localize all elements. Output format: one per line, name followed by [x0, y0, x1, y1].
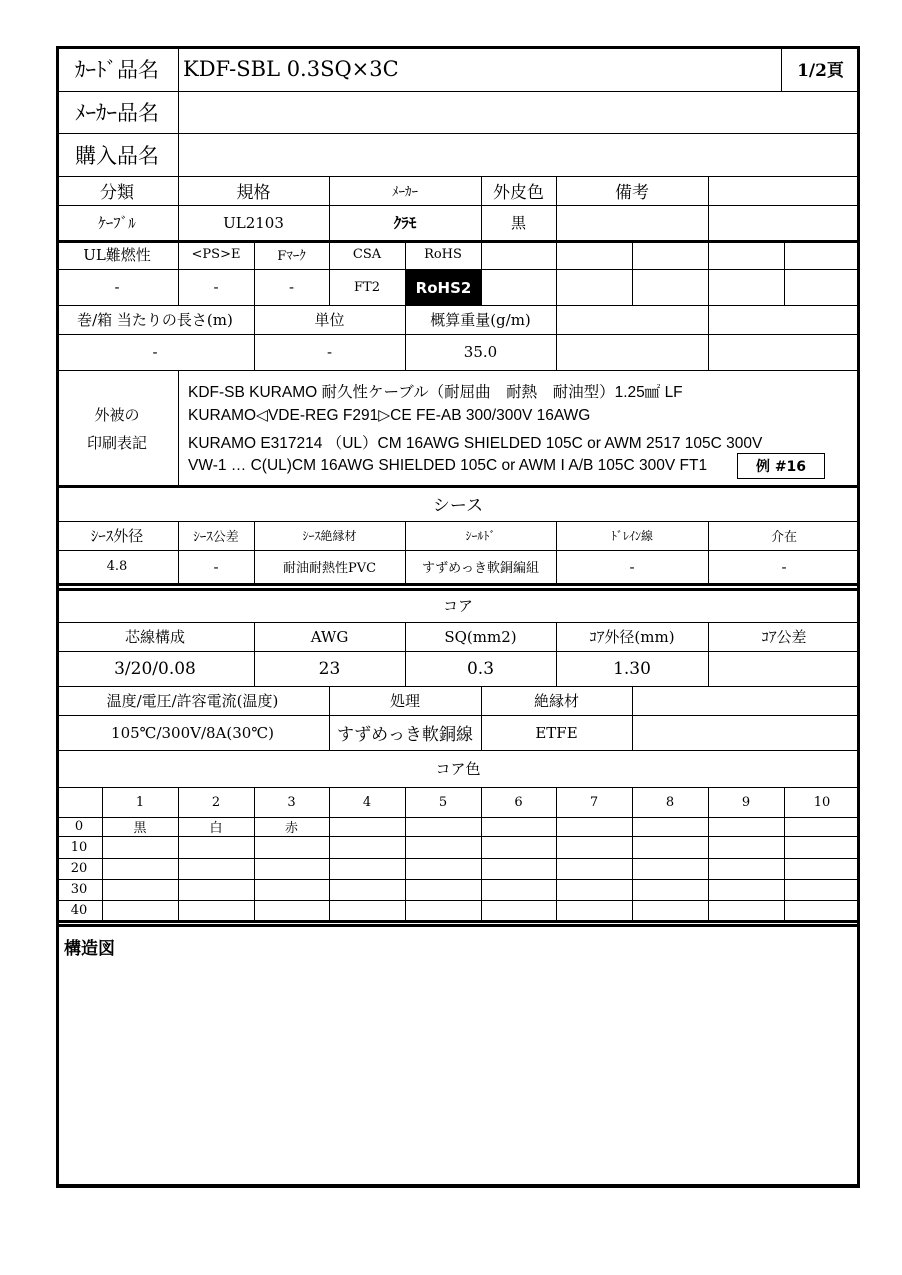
sheath-header-filler: 介在	[770, 530, 797, 545]
core-value-od: 1.30	[613, 658, 651, 679]
cert-header-rohs: RoHS	[424, 247, 462, 262]
spec-value-remarks	[556, 205, 708, 240]
rule	[56, 924, 860, 927]
cert-value-pse: -	[213, 278, 219, 296]
rule	[784, 240, 785, 305]
cert-value-fmark: -	[288, 278, 295, 296]
reel-header-weight: 概算重量(g/m)	[430, 311, 531, 329]
color-col-header: 7	[589, 794, 599, 810]
cert-header-pse: <PS>E	[191, 247, 241, 262]
rule	[56, 836, 860, 837]
maker-name-label: ﾒｰｶｰ品名	[75, 101, 159, 125]
sheath-value-od: 4.8	[106, 559, 128, 574]
card-name-value: KDF-SBL 0.3SQ×3C	[183, 56, 399, 81]
spec-header-color: 外皮色	[493, 183, 544, 203]
core-value-strand: 3/20/0.08	[114, 658, 196, 679]
rohs-badge: RoHS2	[406, 270, 481, 305]
core-title: コア	[442, 596, 473, 615]
color-col-header: 4	[362, 794, 372, 810]
rule	[708, 240, 709, 305]
rule	[56, 583, 860, 586]
cert-value-ul: -	[114, 278, 120, 296]
color-col-header: 6	[514, 794, 523, 810]
sheath-value-shield: すずめっき軟銅編組	[421, 561, 539, 576]
core-value-sq: 0.3	[466, 658, 495, 679]
rule	[708, 305, 709, 370]
core-header-strand: 芯線構成	[124, 628, 185, 646]
sheath-value-drain: -	[629, 557, 635, 576]
spec-header-category: 分類	[100, 183, 134, 203]
rule	[56, 1184, 860, 1185]
core-value-tol	[708, 651, 860, 686]
marking-line: KURAMO◁VDE-REG F291▷CE FE-AB 300/300V 16AWG	[188, 407, 591, 424]
sheath-header-shield: ｼｰﾙﾄﾞ	[465, 529, 496, 543]
rule	[56, 879, 860, 880]
marking-line: KDF-SB KURAMO 耐久性ケーブル（耐屈曲 耐熱 耐油型）1.25㎟ LF	[188, 384, 683, 401]
rule	[56, 858, 860, 859]
color-col-header: 5	[438, 794, 448, 810]
spec-header-standard: 規格	[236, 183, 271, 203]
sheath-value-tol: -	[213, 557, 219, 576]
sheath-title: シース	[432, 495, 484, 516]
core-color-title: コア色	[435, 760, 481, 778]
sheath-header-insulation: ｼｰｽ絶縁材	[302, 529, 357, 543]
sheath-value-filler: -	[781, 557, 787, 576]
color-cell: 赤	[284, 821, 298, 836]
rule	[556, 305, 557, 370]
reel-value-length: -	[152, 343, 158, 361]
rule	[56, 900, 860, 901]
color-col-header: 1	[135, 794, 145, 810]
color-col-header: 8	[665, 794, 675, 810]
marking-line: VW-1 … C(UL)CM 16AWG SHIELDED 105C or AWM Ⅰ A/B 105C 300V FT1	[188, 457, 708, 474]
core-header-treatment: 処理	[389, 692, 420, 710]
page-number: 1/2頁	[797, 61, 844, 81]
rule	[708, 176, 709, 240]
core-header-rating: 温度/電圧/許容電流(温度)	[106, 692, 279, 710]
color-cell: 白	[209, 821, 223, 836]
marking-label-line2: 印刷表記	[86, 433, 147, 452]
rule	[632, 240, 633, 305]
rule	[178, 370, 179, 485]
color-row-label: 0	[74, 819, 84, 834]
reel-value-unit: -	[326, 343, 333, 361]
core-value-awg: 23	[318, 658, 341, 679]
spec-header-remarks: 備考	[615, 183, 649, 203]
color-cell: 黒	[133, 821, 147, 836]
rule	[481, 240, 482, 305]
color-row-label: 20	[70, 861, 88, 876]
spec-value-color: 黒	[510, 214, 526, 232]
marking-label-line1: 外被の	[94, 405, 140, 424]
core-header-insulation: 絶縁材	[533, 692, 579, 710]
structure-diagram-label: 構造図	[64, 939, 115, 959]
rule	[56, 370, 860, 371]
core-header-awg: AWG	[310, 627, 349, 646]
spec-header-maker: ﾒｰｶｰ	[392, 185, 418, 200]
card-name-label: ｶｰﾄﾞ品名	[75, 57, 159, 82]
core-header-sq: SQ(mm2)	[444, 627, 517, 646]
reel-header-length: 巻/箱 当たりの長さ(m)	[77, 311, 233, 329]
color-row-label: 10	[70, 839, 88, 855]
sheath-header-tol: ｼｰｽ公差	[193, 530, 239, 545]
core-value-rating: 105℃/300V/8A(30℃)	[111, 723, 274, 742]
core-header-tol: ｺｱ公差	[761, 628, 807, 646]
cert-value-csa: FT2	[354, 279, 380, 295]
cert-header-ul: UL難燃性	[83, 246, 151, 264]
color-col-header: 10	[813, 794, 831, 810]
sheath-header-od: ｼｰｽ外径	[90, 527, 144, 545]
purchase-name-label: 購入品名	[75, 143, 159, 168]
color-col-header: 9	[741, 794, 751, 810]
color-col-header: 2	[211, 794, 221, 810]
rule	[56, 920, 860, 923]
core-header-od: ｺｱ外径(mm)	[589, 628, 675, 646]
spec-value-maker: ｸﾗﾓ	[393, 214, 417, 232]
color-row-label: 30	[70, 882, 88, 897]
spec-value-standard: UL2103	[223, 213, 284, 232]
cert-header-fmark: Fﾏｰｸ	[277, 249, 306, 264]
rule	[632, 686, 633, 750]
color-col-header: 3	[287, 794, 296, 810]
reel-header-unit: 単位	[314, 311, 345, 329]
color-row-label: 40	[70, 902, 88, 918]
sheath-header-drain: ﾄﾞﾚｲﾝ線	[610, 529, 653, 543]
rule	[556, 240, 557, 305]
reel-value-weight: 35.0	[463, 343, 498, 361]
core-value-treatment: すずめっき軟銅線	[337, 725, 473, 745]
core-value-insulation: ETFE	[535, 723, 578, 742]
spec-value-category: ｹｰﾌﾞﾙ	[98, 214, 136, 232]
cert-header-csa: CSA	[352, 247, 382, 262]
example-badge: 例 #16	[737, 453, 825, 479]
marking-line: KURAMO E317214 （UL）CM 16AWG SHIELDED 105C or AWM 2517 105C 300V	[188, 435, 763, 452]
sheath-value-insulation: 耐油耐熱性PVC	[282, 561, 377, 576]
